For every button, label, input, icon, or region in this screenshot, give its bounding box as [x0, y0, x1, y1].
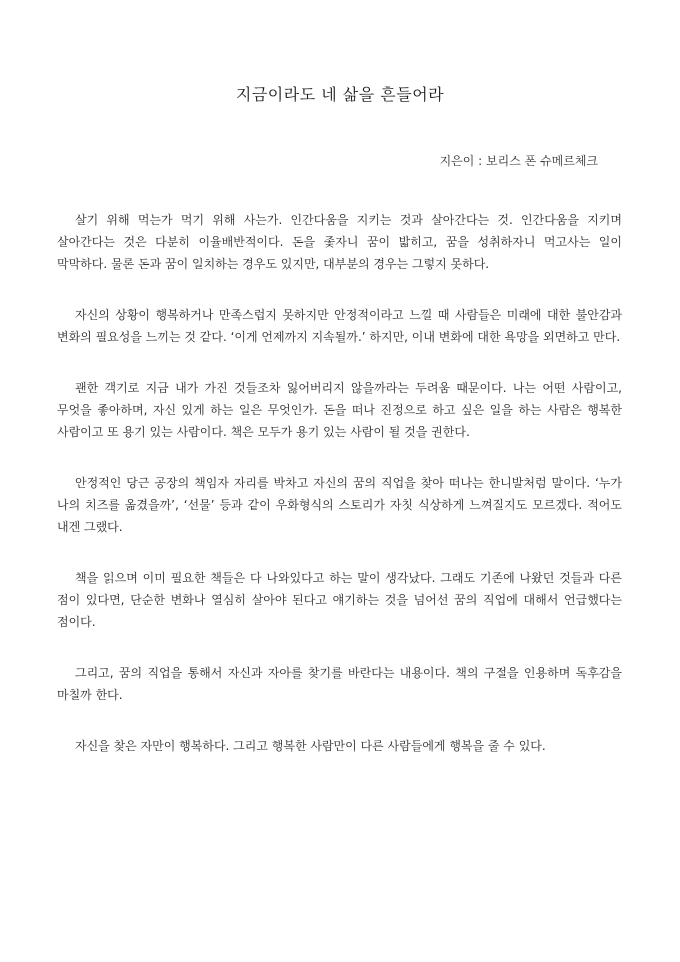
author-line: 지은이 : 보리스 폰 슈메르체크	[439, 154, 598, 168]
paragraph-4: 안정적인 당근 공장의 책임자 자리를 박차고 자신의 꿈의 직업을 찾아 떠나는 한니발처럼 말이다. ‘누가 나의 치즈를 옮겼을까’, ‘선물’ 등과 같이 우화형식의 스토리가 자칫 식상하게 느껴질지도 모르겠다. 적어도 내겐 그랬다.	[57, 476, 622, 534]
paragraph-7: 자신을 찾은 자만이 행복하다. 그리고 행복한 사람만이 다른 사람들에게 행복을 줄 수 있다.	[75, 739, 546, 753]
paragraph-6: 그리고, 꿈의 직업을 통해서 자신과 자아를 찾기를 바란다는 내용이다. 책의 구절을 인용하며 독후감을 마칠까 한다.	[57, 666, 622, 702]
paragraph-3: 괜한 객기로 지금 내가 가진 것들조차 잃어버리지 않을까라는 두려움 때문이다. 나는 어떤 사람이고, 무엇을 좋아하며, 자신 있게 하는 일은 무엇인가. 돈을 떠나 진정으로 하고 싶은 일을 하는 사람은 행복한 사람이고 또 용기 있는 사람이다. 책은 모두가 용기 있는 사람이 될 것을 권한다.	[57, 381, 622, 439]
paragraph-5: 책을 읽으며 이미 필요한 책들은 다 나와있다고 하는 말이 생각났다. 그래도 기존에 나왔던 것들과 다른 점이 있다면, 단순한 변화나 열심히 살아야 된다고 얘기하는 것을 넘어선 꿈의 직업에 대해서 언급했다는 점이다.	[57, 571, 622, 629]
document-body	[57, 209, 622, 786]
document-title: 지금이라도 네 삶을 흔들어라	[235, 85, 445, 104]
paragraph-1: 살기 위해 먹는가 먹기 위해 사는가. 인간다움을 지키는 것과 살아간다는 것. 인간다움을 지키며 살아간다는 것은 다분히 이율배반적이다. 돈을 좇자니 꿈이 밟히고, 꿈을 성취하자니 먹고사는 일이 막막하다. 물론 돈과 꿈이 일치하는 경우도 있지만, 대부분의 경우는 그렇지 못하다.	[57, 213, 622, 271]
paragraph-2: 자신의 상황이 행복하거나 만족스럽지 못하지만 안정적이라고 느낄 때 사람들은 미래에 대한 불안감과 변화의 필요성을 느끼는 것 같다. ‘이게 언제까지 지속될까.’ 하지만, 이내 변화에 대한 욕망을 외면하고 만다.	[57, 308, 622, 344]
